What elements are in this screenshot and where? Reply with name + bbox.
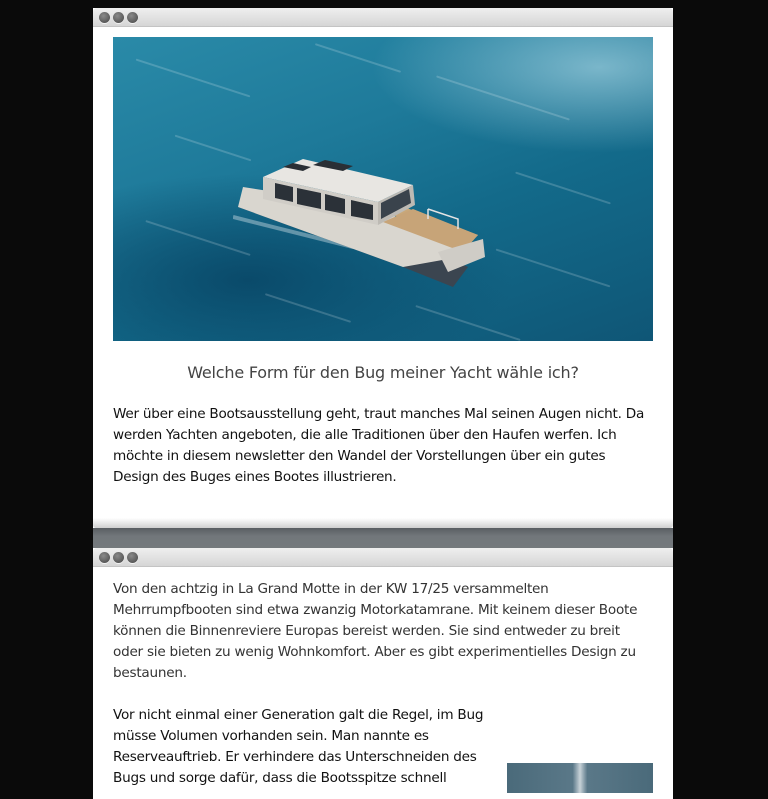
article-paragraph-2: Vor nicht einmal einer Generation galt die Regel, im Bug müsse Volumen vorhanden sein. Man nannte es Reserveauftrieb. Er verhindere das Unterschneiden des Bugs und sorge dafür, dass die Bootsspitze schnell [113,707,484,786]
hero-image [113,37,653,341]
newsletter-window-2 [93,548,673,799]
window-minimize-dot-icon[interactable] [113,552,124,563]
intro-paragraph: Wer über eine Bootsausstellung geht, traut manches Mal seinen Augen nicht. Da werden Yachten angeboten, die alle Traditionen über den Haufen werfen. Ich möchte in diesem newsletter den Wandel der Vorstellungen über ein gutes Design des Buges eines Bootes illustrieren. [113,406,645,485]
window-zoom-dot-icon[interactable] [127,12,138,23]
catamaran-illustration [233,147,488,307]
window-titlebar[interactable] [93,8,673,27]
window-bottom-bar [93,518,673,528]
newsletter-window-1 [93,8,673,528]
window-controls [99,552,138,563]
window-close-dot-icon[interactable] [99,552,110,563]
window-content [93,27,673,518]
window-controls [99,12,138,23]
window-titlebar[interactable] [93,548,673,567]
hero-caption: Welche Form für den Bug meiner Yacht wähle ich? [187,363,579,382]
window-gap [93,528,673,548]
window-minimize-dot-icon[interactable] [113,12,124,23]
page-stage [93,8,673,799]
window-content [93,567,673,799]
window-close-dot-icon[interactable] [99,12,110,23]
article-paragraph-1: Von den achtzig in La Grand Motte in der KW 17/25 versammelten Mehrrumpfbooten sind etwa zwanzig Motorkatamrane. Mit keinem dieser Boote können die Binnenreviere Europas bereist werden. Sie sind entweder zu breit oder sie bieten zu wenig Wohnkomfort. Aber es gibt experimentielles Design zu bestaunen. [113,581,638,681]
window-zoom-dot-icon[interactable] [127,552,138,563]
